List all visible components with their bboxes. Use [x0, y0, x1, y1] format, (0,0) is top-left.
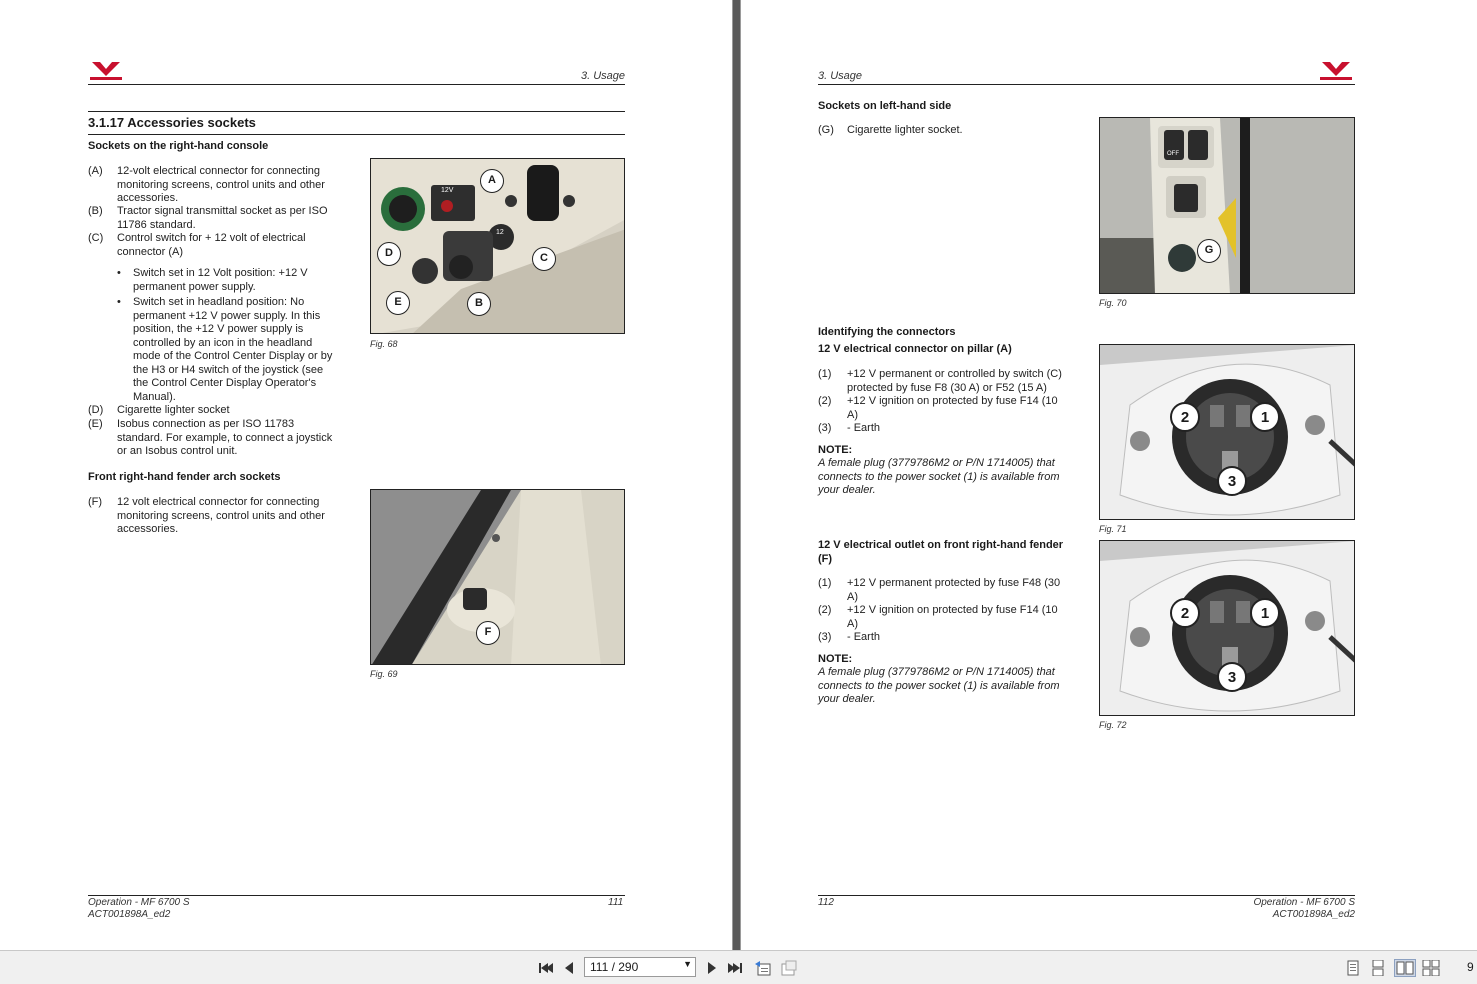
- callout-b: B: [467, 292, 491, 316]
- header-rule: [88, 84, 625, 85]
- section-rule-bottom: [88, 134, 625, 135]
- callout-1: 1: [1250, 598, 1280, 628]
- item-code: (1): [818, 368, 832, 380]
- bullet-line: permanent +12 V power supply. In this: [133, 309, 321, 322]
- item-code: (G): [818, 124, 834, 136]
- header-section: 3. Usage: [818, 70, 863, 82]
- zoom-level[interactable]: 9: [1467, 960, 1474, 974]
- page-gutter: [732, 0, 741, 950]
- continuous-icon[interactable]: [1369, 960, 1387, 976]
- list-item: [818, 395, 1078, 422]
- subhead-left-side: Sockets on left-hand side: [818, 100, 952, 112]
- note-line: your dealer.: [818, 693, 876, 705]
- list-item: [818, 604, 1078, 631]
- page-number: 112: [818, 897, 834, 908]
- list-item: [818, 368, 1078, 395]
- list-item: [818, 422, 1078, 436]
- subhead-console: Sockets on the right-hand console: [88, 140, 269, 152]
- note-label: NOTE:: [818, 653, 853, 665]
- fig68-caption: Fig. 68: [370, 339, 398, 349]
- bullet-line: the H3 or H4 switch of the joystick (see: [133, 363, 324, 376]
- item-line: monitoring screens, control units and other: [117, 178, 325, 191]
- footer-code: ACT001898A_ed2: [1272, 909, 1355, 920]
- subhead-identify: Identifying the connectors: [818, 326, 956, 338]
- footer-title: Operation - MF 6700 S: [1253, 897, 1355, 908]
- left-page: [0, 0, 732, 950]
- bullet-line: mode of the Control Center Display or by: [133, 350, 333, 362]
- figure-71-plug-photo: [1099, 344, 1355, 520]
- footer-block: [1211, 897, 1355, 921]
- note-line: A female plug (3779786M2 or P/N 1714005) that: [818, 457, 1055, 469]
- continuous-facing-icon[interactable]: [1422, 960, 1440, 976]
- fig72-caption: Fig. 72: [1099, 720, 1127, 730]
- item-line: accessories.: [117, 192, 179, 204]
- item-line: Cigarette lighter socket.: [847, 124, 963, 136]
- fig70-off-label: OFF: [1167, 151, 1179, 157]
- next-page-icon[interactable]: [703, 960, 721, 976]
- item-line: protected by fuse F8 (30 A) or F52 (15 A): [847, 381, 1047, 394]
- callout-c: C: [532, 247, 556, 271]
- callout-2: 2: [1170, 598, 1200, 628]
- callout-g: G: [1197, 239, 1221, 263]
- bullet-line: Switch set in headland position: No: [133, 296, 305, 308]
- callout-f: F: [476, 621, 500, 645]
- item-line: - Earth: [847, 422, 881, 434]
- single-page-icon[interactable]: [1344, 960, 1362, 976]
- item-code: (2): [818, 604, 832, 616]
- page-indicator: 111 / 290: [590, 960, 639, 974]
- footer-code: ACT001898A_ed2: [88, 909, 171, 920]
- last-page-icon[interactable]: [727, 960, 745, 976]
- item-code: (F): [88, 496, 103, 508]
- facing-pages-icon[interactable]: [1394, 959, 1416, 977]
- item-line: or an Isobus control unit.: [117, 445, 238, 457]
- subhead-pillar: 12 V electrical connector on pillar (A): [818, 343, 1012, 355]
- item-line: A): [847, 617, 858, 630]
- right-page: [741, 0, 1477, 950]
- bullet-line: permanent power supply.: [133, 280, 256, 293]
- note-text: [818, 666, 1083, 707]
- item-code: (E): [88, 418, 103, 430]
- item-line: +12 V ignition on protected by fuse F14 (10: [847, 395, 1058, 407]
- callout-e: E: [386, 291, 410, 315]
- note-text: [818, 457, 1083, 498]
- footer-rule: [818, 895, 1355, 896]
- figure-72-plug-photo: [1099, 540, 1355, 716]
- item-line: monitoring screens, control units and other: [117, 509, 325, 522]
- callout-2: 2: [1170, 402, 1200, 432]
- item-line: accessories.: [117, 523, 179, 535]
- note-line: connects to the power socket (1) is available from: [818, 470, 1060, 483]
- bullet-line: controlled by an icon in the headland: [133, 336, 313, 349]
- item-line: 12-volt electrical connector for connecting: [117, 165, 320, 177]
- item-line: Control switch for + 12 volt of electrical: [117, 232, 306, 244]
- item-line: A): [847, 408, 858, 421]
- item-line: Cigarette lighter socket: [117, 404, 230, 416]
- section-title: 3.1.17 Accessories sockets: [88, 115, 256, 130]
- page-number-input[interactable]: [584, 957, 696, 977]
- bullet-line: Manual).: [133, 390, 176, 403]
- list-item: [88, 165, 348, 206]
- list-item: [88, 418, 348, 459]
- list-item: [818, 577, 1078, 604]
- item-line: +12 V permanent or controlled by switch (C): [847, 368, 1062, 380]
- prev-page-icon[interactable]: [560, 960, 578, 976]
- note-line: connects to the power socket (1) is available from: [818, 679, 1060, 692]
- item-line: +12 V permanent protected by fuse F48 (30: [847, 577, 1061, 589]
- bullet-line: the Control Center Display Operator's: [133, 377, 317, 389]
- list-item: [818, 124, 1078, 138]
- brand-logo-icon: [88, 60, 124, 82]
- item-line: Tractor signal transmittal socket as per ISO: [117, 205, 328, 217]
- note-line: your dealer.: [818, 484, 876, 496]
- item-line: 11786 standard.: [117, 218, 196, 231]
- list-item: [88, 205, 348, 232]
- item-code: (A): [88, 165, 103, 177]
- list-item: [818, 631, 1078, 645]
- header-rule: [818, 84, 1355, 85]
- subhead-fender: Front right-hand fender arch sockets: [88, 471, 281, 483]
- list-item: [88, 232, 348, 259]
- brand-logo-icon: [1318, 60, 1354, 82]
- item-code: (C): [88, 232, 104, 244]
- fig69-caption: Fig. 69: [370, 669, 398, 679]
- callout-a: A: [480, 169, 504, 193]
- note-label: NOTE:: [818, 444, 853, 456]
- bullet-dot: •: [117, 296, 121, 308]
- item-line: standard. For example, to connect a joystick: [117, 431, 333, 444]
- bullet-line: Switch set in 12 Volt position: +12 V: [133, 267, 308, 279]
- item-line: - Earth: [847, 631, 881, 643]
- item-code: (2): [818, 395, 832, 407]
- item-line: 12 volt electrical connector for connecting: [117, 496, 320, 508]
- figure-70-pillar-photo: [1099, 117, 1355, 294]
- callout-d: D: [377, 242, 401, 266]
- note-line: A female plug (3779786M2 or P/N 1714005) that: [818, 666, 1055, 678]
- list-item: [88, 496, 348, 537]
- subhead-outlet-line: (F): [818, 552, 833, 565]
- bullet-item: [117, 267, 347, 294]
- page-number: 111: [608, 897, 624, 908]
- callout-3: 3: [1217, 662, 1247, 692]
- item-line: Isobus connection as per ISO 11783: [117, 418, 295, 430]
- viewer-toolbar: [0, 950, 1477, 984]
- bullet-item: [117, 296, 347, 404]
- bullet-line: position, the +12 V power supply is: [133, 323, 304, 335]
- footer-block: [88, 897, 190, 921]
- item-code: (3): [818, 422, 832, 434]
- callout-3: 3: [1217, 466, 1247, 496]
- first-page-icon[interactable]: [536, 960, 554, 976]
- item-line: A): [847, 590, 858, 603]
- go-forward-icon[interactable]: [780, 960, 798, 976]
- go-back-icon[interactable]: [754, 960, 772, 976]
- item-code: (3): [818, 631, 832, 643]
- fig68-c-switch-label: 12: [496, 229, 504, 236]
- footer-rule: [88, 895, 625, 896]
- header-section: 3. Usage: [581, 70, 626, 82]
- fig71-caption: Fig. 71: [1099, 524, 1127, 534]
- chevron-down-icon[interactable]: ▼: [683, 959, 692, 969]
- fig70-caption: Fig. 70: [1099, 298, 1127, 308]
- item-line: +12 V ignition on protected by fuse F14 (10: [847, 604, 1058, 616]
- list-item: [88, 404, 348, 418]
- subhead-outlet: [818, 539, 1063, 566]
- item-code: (1): [818, 577, 832, 589]
- figure-68-console-photo: [370, 158, 625, 334]
- item-line: connector (A): [117, 245, 184, 258]
- footer-title: Operation - MF 6700 S: [88, 897, 190, 908]
- callout-1: 1: [1250, 402, 1280, 432]
- bullet-dot: •: [117, 267, 121, 279]
- fig68-12v-label: 12V: [441, 187, 454, 194]
- item-code: (B): [88, 205, 103, 217]
- section-rule-top: [88, 111, 625, 112]
- figure-69-fender-photo: [370, 489, 625, 665]
- subhead-outlet-line: 12 V electrical outlet on front right-hand fender: [818, 539, 1064, 551]
- item-code: (D): [88, 404, 104, 416]
